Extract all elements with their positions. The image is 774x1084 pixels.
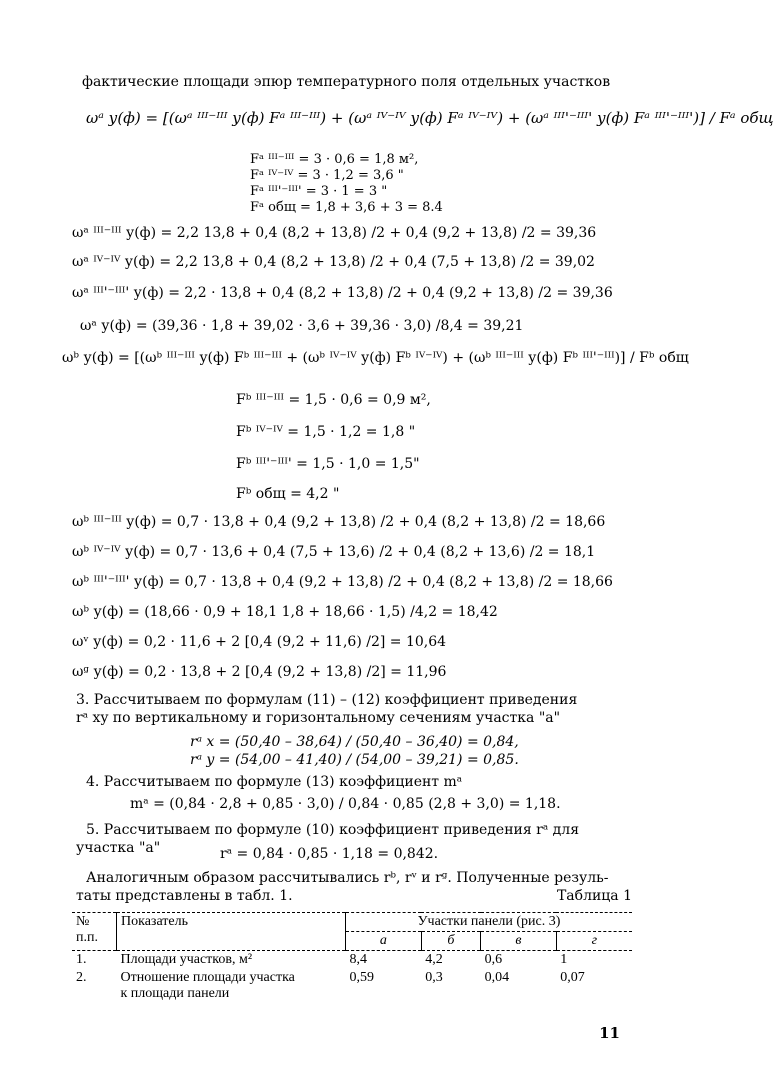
row-name-2: к площади панели — [120, 986, 230, 1001]
calc-omega-b-4: ωᵇ ᴵⱽ⁻ᴵⱽ у(ф) = 0,7 · 13,6 + 0,4 (7,5 + 13,6) /2 + 0,4 (8,2 + 13,6) /2 = 18,1 — [72, 544, 596, 560]
calc-r-x: rᵃ x = (50,40 – 38,64) / (50,40 – 36,40) = 0,84, — [190, 734, 519, 750]
table-row — [72, 969, 632, 1003]
calc-r-y: rᵃ y = (54,00 – 41,40) / (54,00 – 39,21) = 0,85. — [190, 752, 519, 768]
header-sub-g: г — [556, 932, 632, 951]
calc-omega-b: ωᵇ у(ф) = (18,66 · 0,9 + 18,1 1,8 + 18,66 · 1,5) /4,2 = 18,42 — [72, 604, 498, 620]
calc-m-a: mᵃ = (0,84 · 2,8 + 0,85 · 3,0) / 0,84 · 0,85 (2,8 + 3,0) = 1,18. — [130, 796, 561, 812]
header-num-1: № — [76, 914, 90, 929]
row-num: 2. — [76, 970, 87, 985]
formula-omega-b: ωᵇ у(ф) = [(ωᵇ ᴵᴵᴵ⁻ᴵᴵᴵ у(ф) Fᵇ ᴵᴵᴵ⁻ᴵᴵᴵ + (ωᵇ ᴵⱽ⁻ᴵⱽ у(ф) Fᵇ ᴵⱽ⁻ᴵⱽ) + (ωᵇ ᴵᴵᴵ⁻ᴵᴵᴵ у(ф) Fᵇ ᴵᴵᴵ'⁻ᴵᴵᴵ)] / Fᵇ общ — [62, 350, 689, 366]
row-val-a: 0,59 — [349, 970, 374, 985]
page-number: 11 — [599, 1024, 620, 1042]
row-name: Площади участков, м² — [120, 952, 253, 967]
intro-text: фактические площади эпюр температурного поля отдельных участков — [82, 74, 611, 90]
calc-omega-b-3prime: ωᵇ ᴵᴵᴵ'⁻ᴵᴵᴵ' у(ф) = 0,7 · 13,8 + 0,4 (9,2 + 13,8) /2 + 0,4 (8,2 + 13,8) /2 = 18,66 — [72, 574, 613, 590]
header-sub-v: в — [481, 932, 557, 951]
header-sub-b: б — [421, 932, 480, 951]
summary-text-cont: таты представлены в табл. 1. — [76, 888, 293, 904]
table-caption: Таблица 1 — [556, 888, 632, 904]
calc-omega-a-3: ωᵃ ᴵᴵᴵ⁻ᴵᴵᴵ у(ф) = 2,2 13,8 + 0,4 (8,2 + 13,8) /2 + 0,4 (9,2 + 13,8) /2 = 39,36 — [72, 225, 597, 241]
calc-omega-a-4: ωᵃ ᴵⱽ⁻ᴵⱽ у(ф) = 2,2 13,8 + 0,4 (8,2 + 13,8) /2 + 0,4 (7,5 + 13,8) /2 = 39,02 — [72, 254, 595, 270]
row-val-v: 0,04 — [484, 970, 510, 985]
row-val-g: 0,07 — [560, 970, 585, 985]
row-num: 1. — [76, 952, 87, 967]
header-sub-a: а — [346, 932, 422, 951]
calc-r-a: rᵃ = 0,84 · 0,85 · 1,18 = 0,842. — [220, 846, 439, 862]
step-5-text-cont: участка "а" — [76, 840, 161, 856]
area-a-3: Fᵃ ᴵᴵᴵ⁻ᴵᴵᴵ = 3 · 0,6 = 1,8 м², — [250, 152, 419, 167]
area-a-3prime: Fᵃ ᴵᴵᴵ'⁻ᴵᴵᴵ' = 3 · 1 = 3 " — [250, 184, 388, 199]
calc-omega-a-3prime: ωᵃ ᴵᴵᴵ'⁻ᴵᴵᴵ' у(ф) = 2,2 · 13,8 + 0,4 (8,2 + 13,8) /2 + 0,4 (9,2 + 13,8) /2 = 39,36 — [72, 285, 613, 301]
step-4-text: 4. Рассчитываем по формуле (13) коэффициент mᵃ — [86, 774, 463, 790]
calc-omega-v: ωᵛ у(ф) = 0,2 · 11,6 + 2 [0,4 (9,2 + 11,6) /2] = 10,64 — [72, 634, 447, 650]
step-3-text: 3. Рассчитываем по формулам (11) – (12) коэффициент приведения — [76, 692, 578, 708]
header-num — [72, 913, 117, 951]
area-a-4: Fᵃ ᴵⱽ⁻ᴵⱽ = 3 · 1,2 = 3,6 " — [250, 168, 404, 183]
area-b-total: Fᵇ общ = 4,2 " — [236, 486, 340, 502]
header-num-2: п.п. — [76, 930, 98, 945]
row-val-b: 4,2 — [425, 952, 443, 967]
row-val-a: 8,4 — [349, 952, 367, 967]
row-name — [117, 969, 346, 1003]
step-5-text: 5. Рассчитываем по формуле (10) коэффициент приведения rᵃ для — [86, 822, 580, 838]
row-val-v: 0,6 — [484, 952, 503, 967]
row-name-1: Отношение площади участка — [120, 970, 295, 985]
area-b-4: Fᵇ ᴵⱽ⁻ᴵⱽ = 1,5 · 1,2 = 1,8 " — [236, 424, 416, 440]
header-group: Участки панели (рис. 3) — [346, 913, 633, 932]
summary-text: Аналогичным образом рассчитывались rᵇ, rᵛ и rᵍ. Полученные резуль- — [86, 870, 609, 886]
formula-omega-a: ωᵃ у(ф) = [(ωᵃ ᴵᴵᴵ⁻ᴵᴵᴵ у(ф) Fᵃ ᴵᴵᴵ⁻ᴵᴵᴵ) + (ωᵃ ᴵⱽ⁻ᴵⱽ у(ф) Fᵃ ᴵⱽ⁻ᴵⱽ) + (ωᵃ ᴵᴵᴵ'⁻ᴵᴵᴵ' у(ф) Fᵃ ᴵᴵᴵ'⁻ᴵᴵᴵ')] / Fᵃ общ — [86, 109, 774, 127]
calc-omega-a: ωᵃ у(ф) = (39,36 · 1,8 + 39,02 · 3,6 + 39,36 · 3,0) /8,4 = 39,21 — [80, 318, 524, 334]
area-b-3prime: Fᵇ ᴵᴵᴵ'⁻ᴵᴵᴵ' = 1,5 · 1,0 = 1,5" — [236, 456, 420, 472]
step-3-text-cont: rᵃ xy по вертикальному и горизонтальному сечениям участка "а" — [76, 710, 561, 726]
header-indicator: Показатель — [117, 913, 346, 951]
data-table — [72, 912, 632, 1003]
area-a-total: Fᵃ общ = 1,8 + 3,6 + 3 = 8.4 — [250, 200, 443, 215]
calc-omega-g: ωᵍ у(ф) = 0,2 · 13,8 + 2 [0,4 (9,2 + 13,8) /2] = 11,96 — [72, 664, 447, 680]
area-b-3: Fᵇ ᴵᴵᴵ⁻ᴵᴵᴵ = 1,5 · 0,6 = 0,9 м², — [236, 392, 431, 408]
row-val-b: 0,3 — [425, 970, 443, 985]
row-val-g: 1 — [560, 952, 568, 967]
table-row — [72, 951, 632, 970]
calc-omega-b-3: ωᵇ ᴵᴵᴵ⁻ᴵᴵᴵ у(ф) = 0,7 · 13,8 + 0,4 (9,2 + 13,8) /2 + 0,4 (8,2 + 13,8) /2 = 18,66 — [72, 514, 606, 530]
